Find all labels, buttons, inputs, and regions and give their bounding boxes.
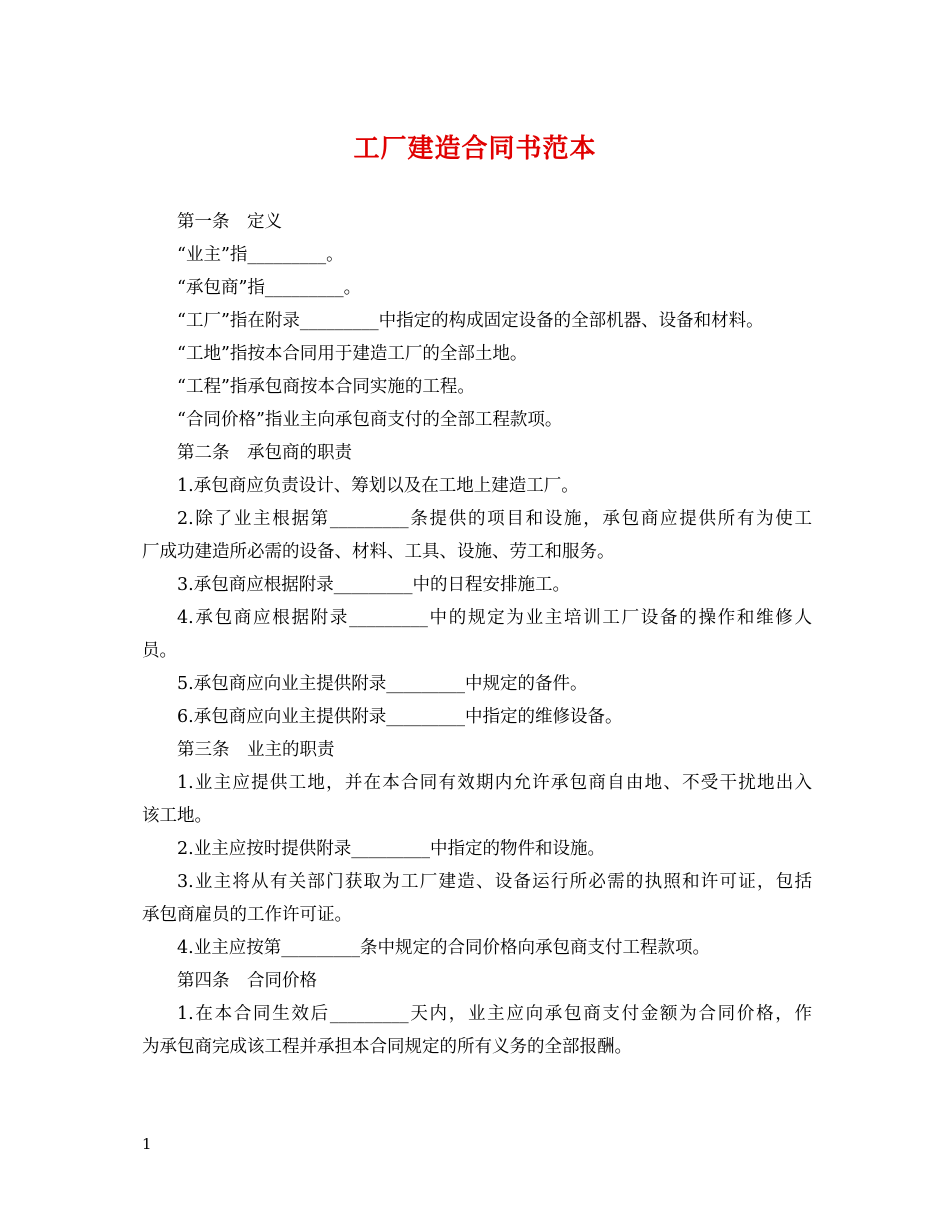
paragraph-line: 为承包商完成该工程并承担本合同规定的所有义务的全部报酬。 — [142, 1037, 632, 1057]
paragraph-line: 3.业主将从有关部门获取为工厂建造、设备运行所必需的执照和许可证，包括 — [177, 872, 812, 892]
document-title: 工厂建造合同书范本 — [353, 134, 597, 164]
paragraph-line: 2.业主应按时提供附录_________中指定的物件和设施。 — [177, 839, 605, 859]
page-number: 1 — [142, 1135, 152, 1153]
paragraph-line: 厂成功建造所必需的设备、材料、工具、设施、劳工和服务。 — [142, 542, 615, 562]
paragraph-line: 1.在本合同生效后_________天内，业主应向承包商支付金额为合同价格，作 — [177, 1004, 812, 1024]
paragraph-line: 3.承包商应根据附录_________中的日程安排施工。 — [177, 575, 570, 595]
paragraph-line: “工厂”指在附录_________中指定的构成固定设备的全部机器、设备和材料。 — [177, 311, 764, 331]
paragraph-line: 第三条 业主的职责 — [177, 740, 335, 760]
paragraph-line: 1.承包商应负责设计、筹划以及在工地上建造工厂。 — [177, 476, 579, 496]
paragraph-line: 1.业主应提供工地，并在本合同有效期内允许承包商自由地、不受干扰地出入 — [177, 773, 812, 793]
paragraph-line: 4.业主应按第_________条中规定的合同价格向承包商支付工程款项。 — [177, 938, 710, 958]
paragraph-line: “工程”指承包商按本合同实施的工程。 — [177, 377, 475, 397]
paragraph-line: “合同价格”指业主向承包商支付的全部工程款项。 — [177, 410, 563, 430]
document-body — [142, 206, 812, 1064]
paragraph-line: 2.除了业主根据第_________条提供的项目和设施，承包商应提供所有为使工 — [177, 509, 812, 529]
paragraph-line: “承包商”指_________。 — [177, 278, 362, 298]
paragraph-line: 第四条 合同价格 — [177, 971, 317, 991]
paragraph-line: 5.承包商应向业主提供附录_________中规定的备件。 — [177, 674, 588, 694]
paragraph-line: 该工地。 — [142, 806, 212, 826]
paragraph-line: 6.承包商应向业主提供附录_________中指定的维修设备。 — [177, 707, 623, 727]
paragraph-line: 第一条 定义 — [177, 212, 282, 232]
paragraph-line: 员。 — [142, 641, 177, 661]
paragraph-line: 4.承包商应根据附录_________中的规定为业主培训工厂设备的操作和维修人 — [177, 608, 812, 628]
paragraph-line: “工地”指按本合同用于建造工厂的全部土地。 — [177, 344, 528, 364]
paragraph-line: 第二条 承包商的职责 — [177, 443, 352, 463]
paragraph-line: “业主”指_________。 — [177, 245, 344, 265]
paragraph-line: 承包商雇员的工作许可证。 — [142, 905, 352, 925]
